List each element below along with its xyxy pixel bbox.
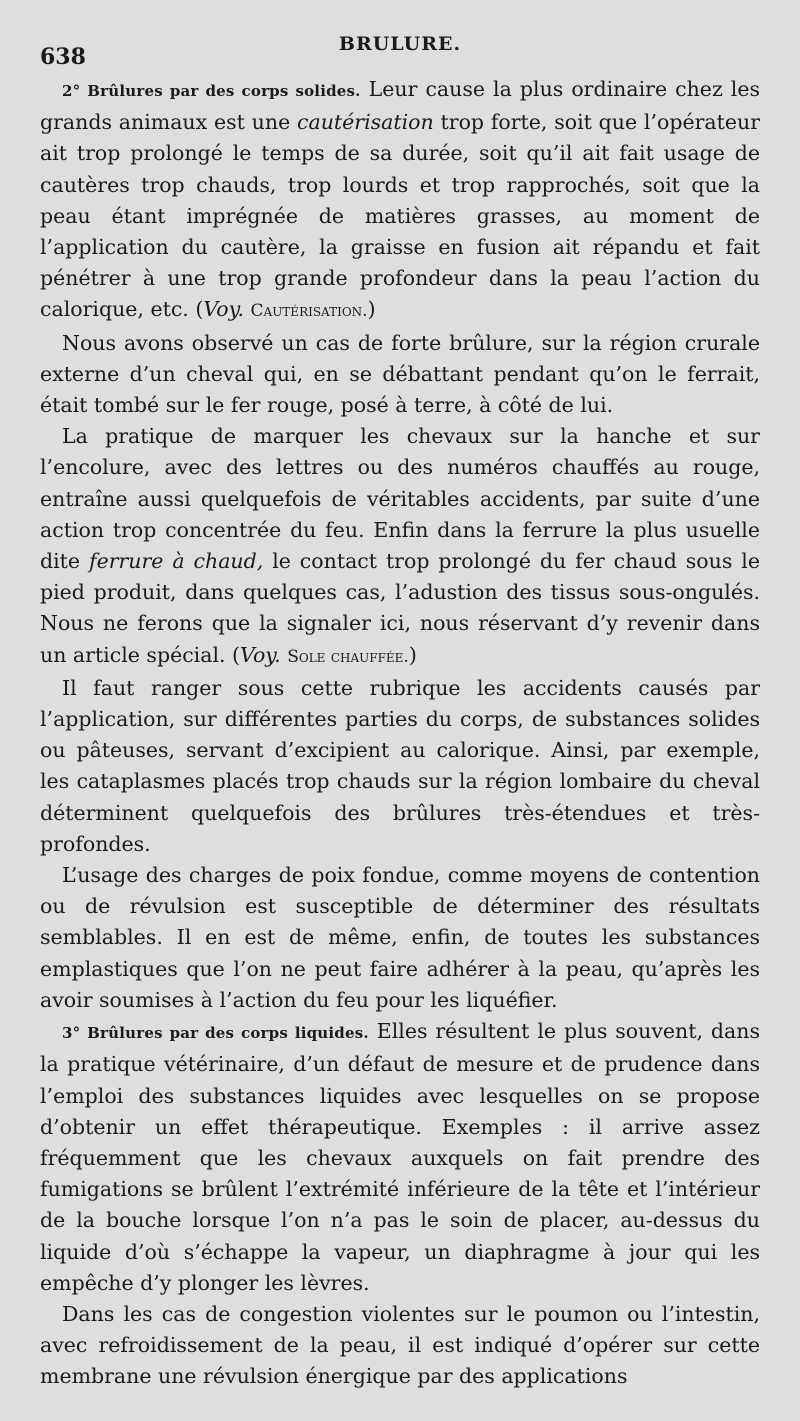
paragraph-text: le contact trop prolongé du fer chaud sous le pied produit, dans quelques cas, l’adustion des tissus sous-ongulés. Nous ne ferons que la signaler ici, nous réservant d’y revenir dans un article spécial. (	[40, 549, 760, 667]
section-heading-solid: 2° Brûlures par des corps solides.	[62, 82, 361, 100]
italic-term: cautérisation	[297, 110, 434, 135]
paragraph-text: )	[408, 642, 417, 667]
cross-reference: Sole chauffée.	[287, 646, 409, 667]
page-header	[40, 30, 760, 74]
cross-reference: Cautérisation.	[250, 301, 368, 322]
page-number: 638	[40, 44, 86, 70]
body-text	[40, 74, 760, 1393]
voy-reference: Voy.	[240, 642, 281, 667]
paragraph-text: trop forte, soit que l’opérateur ait trop prolongé le temps de sa durée, soit qu’il ait fait usage de cautères trop chauds, trop lourds et trop rapprochés, soit que la peau étant imprégnée de matières grasses, au moment de l’application du cautère, la graisse en fusion ait répandu et fait pénétrer à une trop grande profondeur dans la peau l’action du calorique, etc. (	[40, 110, 761, 322]
paragraph: L’usage des charges de poix fondue, comme moyens de contention ou de révulsion est susceptible de déterminer des résultats semblables. Il en est de même, enfin, de toutes les substances emplastiques que l’on ne peut faire adhérer à la peau, qu’après les avoir soumises à l’action du feu pour les liquéfier.	[40, 863, 760, 1012]
paragraph: Nous avons observé un cas de forte brûlure, sur la région crurale externe d’un cheval qui, en se débattant pendant qu’on le ferrait, était tombé sur le fer rouge, posé à terre, à côté de lui.	[40, 330, 760, 418]
running-title: BRULURE.	[338, 33, 462, 55]
section-heading-liquid: 3° Brûlures par des corps liquides.	[62, 1024, 369, 1043]
paragraph-solid-burns	[40, 74, 760, 328]
paragraph-text: La pratique de marquer les chevaux sur la hanche et sur l’encolure, avec des lettres ou des numéros chauffés au rouge, entraîne aussi quelquefois de véritables accidents, par suite d’une action trop concentrée du feu. Enfin dans la ferrure la plus usuelle dite	[40, 424, 760, 574]
voy-reference: Voy.	[203, 297, 244, 322]
paragraph-text: )	[367, 297, 376, 322]
paragraph: Il faut ranger sous cette rubrique les accidents causés par l’application, sur différentes parties du corps, de substances solides ou pâteuses, servant d’excipient au calorique. Ainsi, par exemple, les cataplasmes placés trop chauds sur la région lombaire du cheval déterminent quelquefois des brûlures très-étendues et très-profondes.	[40, 675, 760, 856]
paragraph	[40, 421, 760, 673]
paragraph: Dans les cas de congestion violentes sur le poumon ou l’intestin, avec refroidissement de la peau, il est indiqué d’opérer sur cette membrane une révulsion énergique par des applications	[40, 1301, 760, 1389]
paragraph-text: Elles résultent le plus souvent, dans la pratique vétérinaire, d’un défaut de mesure et de prudence dans l’emploi des substances liquides avec lesquelles on se propose d’obtenir un effet thérapeutique. Exemples : il arrive assez fréquemment que les chevaux auxquels on fait prendre des fumigations se brûlent l’extrémité inférieure de la tête et l’intérieur de la bouche lorsque l’on n’a pas le soin de placer, au-dessus du liquide d’où s’échappe la vapeur, un diaphragme à jour qui les empêche d’y plonger les lèvres.	[40, 1019, 760, 1295]
italic-term: ferrure à chaud,	[88, 549, 264, 574]
paragraph-text: Leur cause la plus ordinaire chez les grands animaux est une	[40, 77, 760, 135]
paragraph-liquid-burns	[40, 1016, 760, 1299]
